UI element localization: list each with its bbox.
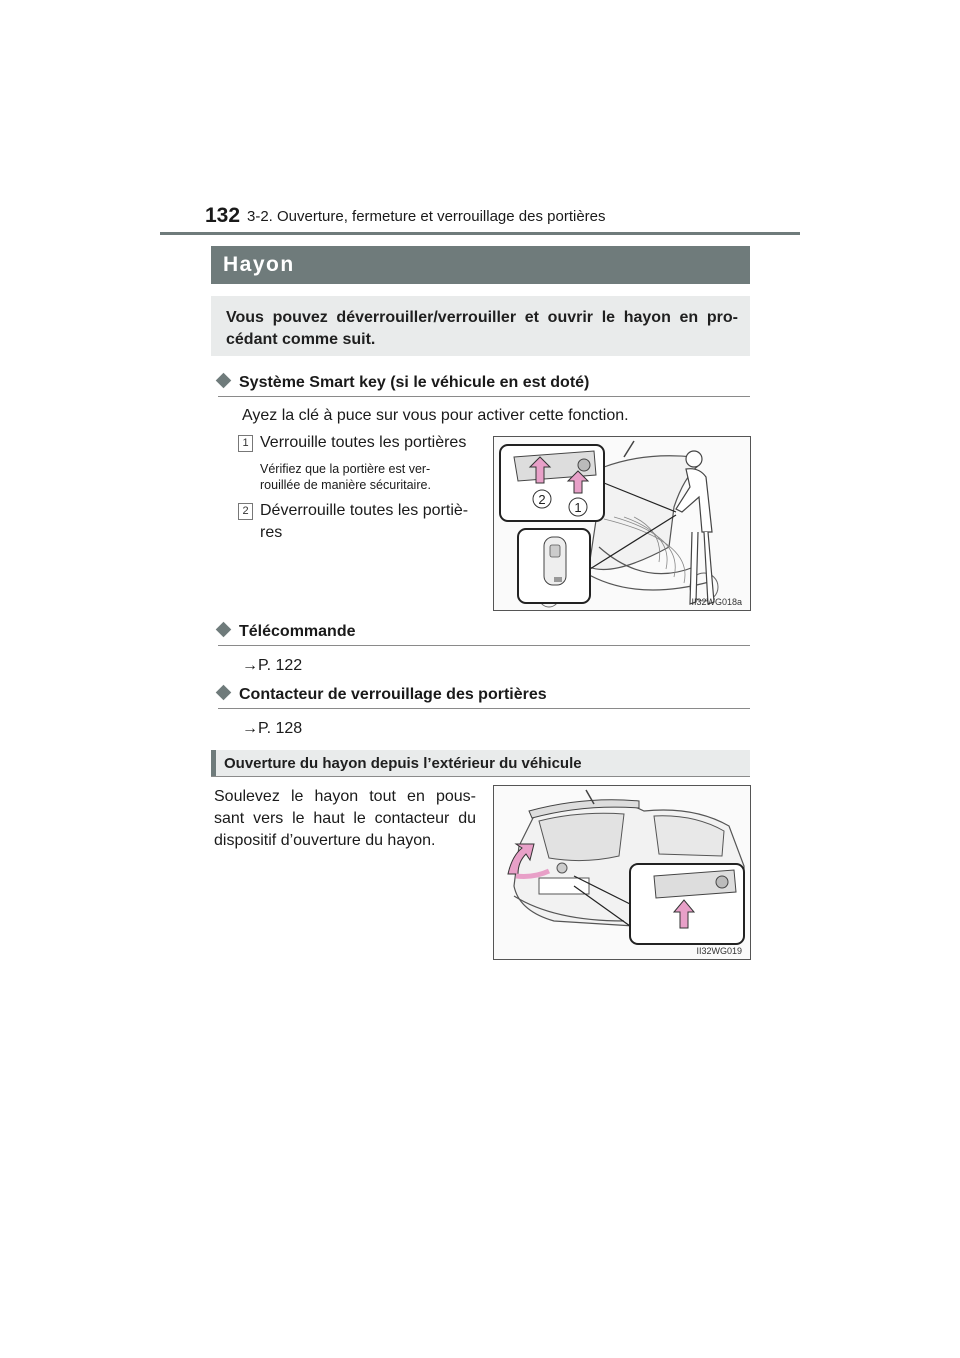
smart-key-heading-text: Système Smart key (si le véhicule en est doté) <box>239 374 590 391</box>
tailgate-smart-key-illustration <box>494 437 750 610</box>
item1-note-line1: Vérifiez que la portière est ver- <box>260 462 431 476</box>
intro-text-line1: Vous pouvez déverrouiller/verrouiller et ouvrir le hayon en pro- <box>226 309 738 326</box>
opening-text-line2: sant vers le haut le contacteur du <box>214 810 476 827</box>
figure-code-1: II32WG018a <box>691 597 742 607</box>
remote-rule <box>218 645 750 646</box>
smart-key-figure <box>493 436 751 611</box>
diamond-bullet-icon <box>216 685 232 701</box>
opening-rule <box>211 776 750 777</box>
item1-text: Verrouille toutes les portières <box>260 434 467 451</box>
door-lock-heading <box>218 686 547 704</box>
item2-number: 2 <box>238 503 253 520</box>
item1-number: 1 <box>238 435 253 452</box>
remote-heading <box>218 623 355 641</box>
header-rule <box>160 232 800 235</box>
figure-code-2: II32WG019 <box>696 946 742 956</box>
remote-heading-text: Télécommande <box>239 623 356 640</box>
item2-text-line1: Déverrouille toutes les portiè- <box>260 502 469 519</box>
opening-subheading: Ouverture du hayon depuis l’extérieur du véhicule <box>224 755 582 772</box>
tailgate-opener-illustration <box>494 786 750 959</box>
door-lock-reference: →P. 128 <box>242 720 303 737</box>
door-lock-rule <box>218 708 750 709</box>
tailgate-opener-figure <box>493 785 751 960</box>
intro-text-line2: cédant comme suit. <box>226 331 376 348</box>
figure-callout-1: 1 <box>574 500 582 515</box>
figure-callout-2: 2 <box>538 492 546 507</box>
running-head: 3-2. Ouverture, fermeture et verrouillage des portières <box>247 208 606 225</box>
item2-text-line2: res <box>260 524 283 541</box>
diamond-bullet-icon <box>216 622 232 638</box>
door-lock-heading-text: Contacteur de verrouillage des portières <box>239 686 547 703</box>
item1-note-line2: rouillée de manière sécuritaire. <box>260 478 431 492</box>
opening-text-line1: Soulevez le hayon tout en pous- <box>214 788 476 805</box>
smart-key-rule <box>218 396 750 397</box>
remote-reference: →P. 122 <box>242 657 303 674</box>
smart-key-heading <box>218 374 589 392</box>
page-number: 132 <box>205 204 241 227</box>
section-title: Hayon <box>223 253 295 276</box>
diamond-bullet-icon <box>216 373 232 389</box>
opening-text-line3: dispositif d’ouverture du hayon. <box>214 832 436 849</box>
smart-key-instruction: Ayez la clé à puce sur vous pour activer cette fonction. <box>242 407 629 424</box>
